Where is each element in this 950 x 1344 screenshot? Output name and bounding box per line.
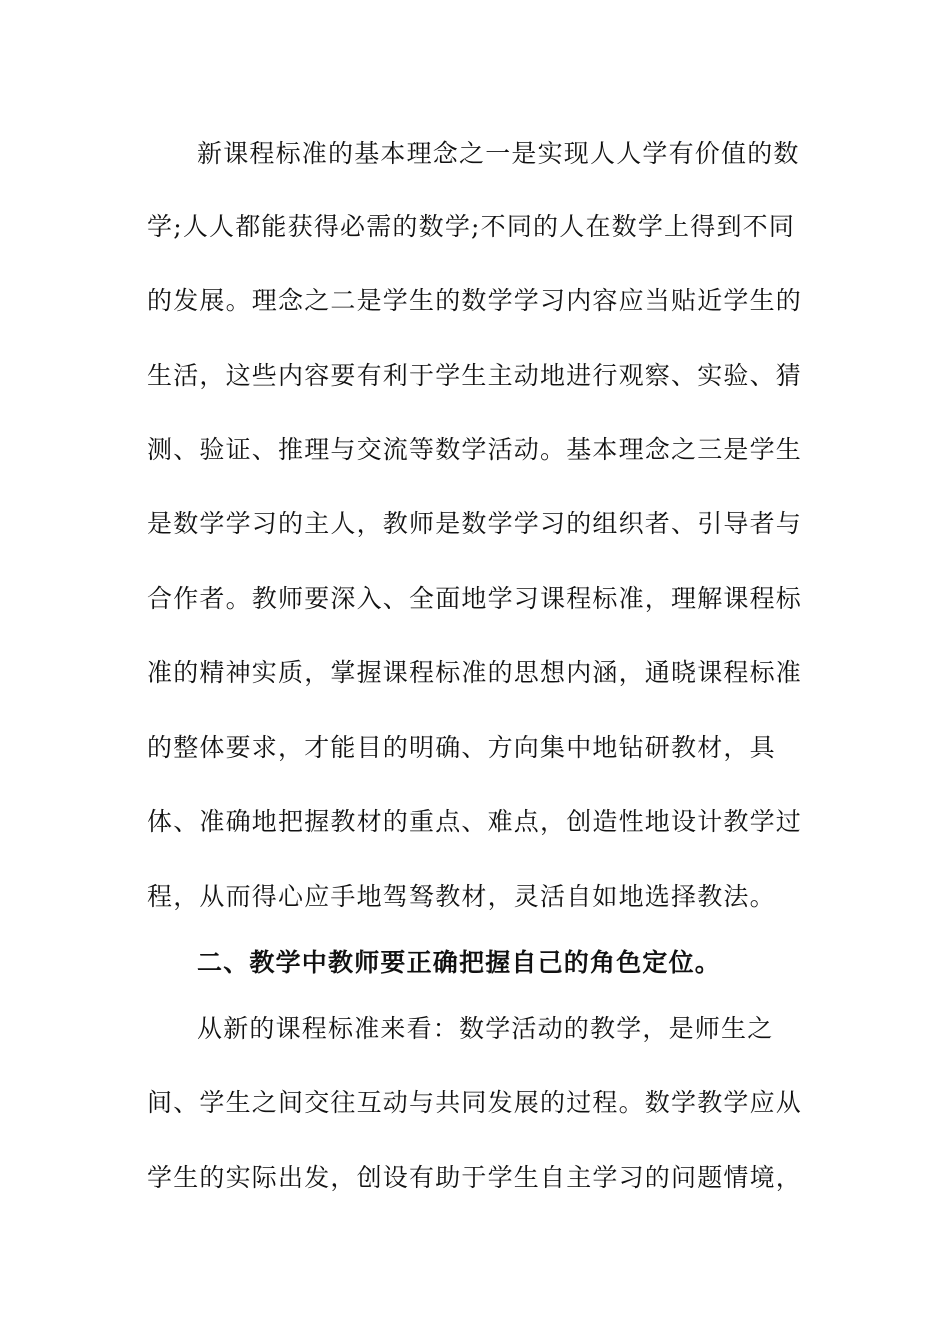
paragraph-line: 的发展。理念之二是学生的数学学习内容应当贴近学生的 <box>147 286 803 315</box>
paragraph-line: 的整体要求，才能目的明确、方向集中地钻研教材，具 <box>147 733 776 762</box>
paragraph-line: 合作者。教师要深入、全面地学习课程标准，理解课程标 <box>147 584 803 613</box>
paragraph-line: 程，从而得心应手地驾驽教材，灵活自如地选择教法。 <box>147 882 776 911</box>
paragraph-line: 新课程标准的基本理念之一是实现人人学有价值的数 <box>197 139 800 168</box>
paragraph-line: 生活，这些内容要有利于学生主动地进行观察、实验、猜 <box>147 361 803 390</box>
section-heading: 二、教学中教师要正确把握自己的角色定位。 <box>197 948 722 977</box>
paragraph-line: 是数学学习的主人，教师是数学学习的组织者、引导者与 <box>147 509 803 538</box>
paragraph-line: 学生的实际出发，创设有助于学生自主学习的问题情境， <box>147 1163 803 1192</box>
paragraph-line: 从新的课程标准来看：数学活动的教学，是师生之 <box>197 1014 774 1043</box>
paragraph-line: 准的精神实质，掌握课程标准的思想内涵，通晓课程标准 <box>147 658 803 687</box>
paragraph-line: 体、准确地把握教材的重点、难点，创造性地设计教学过 <box>147 807 803 836</box>
paragraph-line: 间、学生之间交往互动与共同发展的过程。数学教学应从 <box>147 1088 803 1117</box>
paragraph-line: 测、验证、推理与交流等数学活动。基本理念之三是学生 <box>147 435 803 464</box>
paragraph-line: 学;人人都能获得必需的数学;不同的人在数学上得到不同 <box>147 212 796 241</box>
